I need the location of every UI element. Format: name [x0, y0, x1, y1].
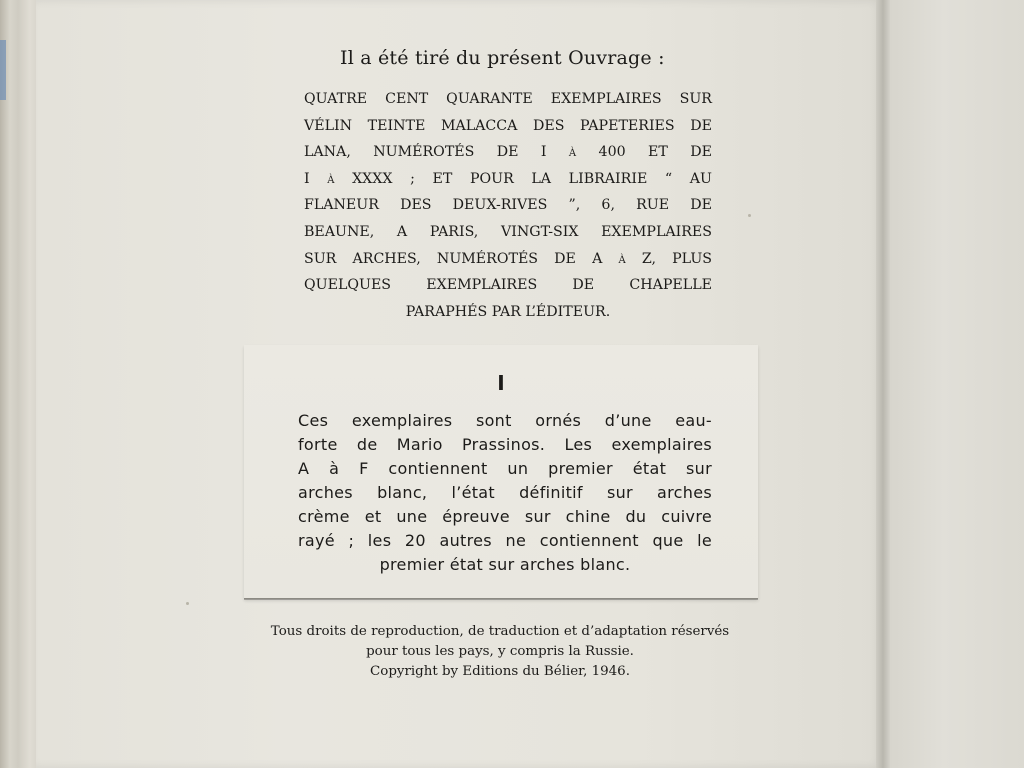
edition-line: SUR ARCHES, NUMÉROTÉS DE A à Z, PLUS — [304, 250, 712, 267]
card-line: rayé ; les 20 autres ne contiennent que le — [298, 531, 712, 550]
card-line: arches blanc, l’état définitif sur arches — [298, 483, 712, 502]
rights-line: pour tous les pays, y compris la Russie. — [366, 644, 634, 659]
card-line: forte de Mario Prassinos. Les exemplaires — [298, 435, 712, 454]
cover-edge — [0, 40, 6, 100]
card-text — [298, 409, 712, 577]
edition-line: VÉLIN TEINTE MALACCA DES PAPETERIES DE — [304, 117, 712, 134]
tipped-in-card — [244, 345, 758, 599]
book-gutter — [876, 0, 890, 768]
paper-speck — [186, 602, 189, 605]
copyright-notice — [210, 622, 790, 682]
edition-line: PARAPHÉS PAR L’ÉDITEUR. — [405, 303, 611, 320]
paper-speck — [748, 214, 751, 217]
edition-line: FLANEUR DES DEUX-RIVES ”, 6, RUE DE — [304, 197, 712, 214]
edition-line: BEAUNE, A PARIS, VINGT-SIX EXEMPLAIRES — [304, 223, 712, 240]
edition-line: QUATRE CENT QUARANTE EXEMPLAIRES SUR — [304, 91, 712, 107]
card-line: premier état sur arches blanc. — [379, 555, 631, 574]
edition-line: LANA, NUMÉROTÉS DE I à 400 ET DE — [304, 144, 712, 161]
justification-heading: Il a été tiré du présent Ouvrage : — [340, 47, 665, 69]
edition-line: QUELQUES EXEMPLAIRES DE CHAPELLE — [304, 277, 712, 294]
edition-statement — [304, 86, 712, 325]
copyright-line: Copyright by Editions du Bélier, 1946. — [370, 664, 630, 679]
card-line: crème et une épreuve sur chine du cuivre — [298, 507, 712, 526]
facing-page — [890, 0, 1024, 768]
book-left-edge — [0, 0, 36, 768]
rights-line: Tous droits de reproduction, de traduction et d’adaptation réservés — [270, 624, 730, 639]
card-line: A à F contiennent un premier état sur — [298, 459, 712, 478]
card-line: Ces exemplaires sont ornés d’une eau- — [298, 411, 712, 430]
card-numeral: I — [497, 371, 505, 395]
edition-line: I à XXXX ; ET POUR LA LIBRAIRIE “ AU — [304, 170, 712, 187]
